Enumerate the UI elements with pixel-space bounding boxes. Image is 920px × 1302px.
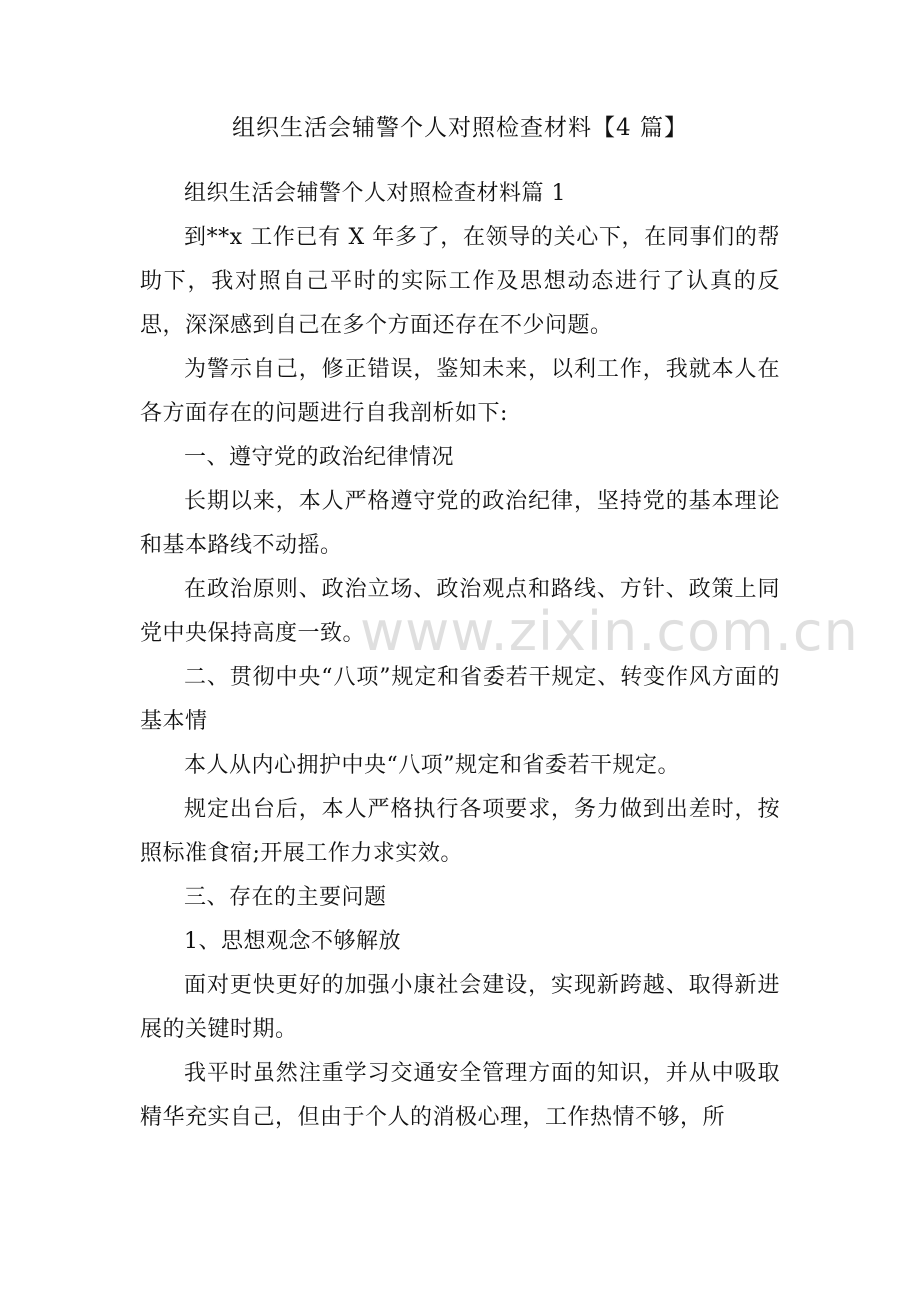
section-heading: 组织生活会辅警个人对照检查材料篇 1 [184,181,566,206]
section-heading: 二、贯彻中央“八项”规定和省委若干规定、转变作风方面的基本情 [140,665,780,734]
paragraph: 为警示自己，修正错误，鉴知未来，以利工作，我就本人在各方面存在的问题进行自我剖析如下: [140,357,780,426]
paragraph: 面对更快更好的加强小康社会建设，实现新跨越、取得新进展的关键时期。 [140,973,780,1042]
document-body [140,172,780,1140]
paragraph: 长期以来，本人严格遵守党的政治纪律，坚持党的基本理论和基本路线不动摇。 [140,489,780,558]
subsection-heading: 1、思想观念不够解放 [184,929,401,954]
paragraph: 规定出台后，本人严格执行各项要求，务力做到出差时，按照标准食宿;开展工作力求实效。 [140,797,780,866]
section-heading: 三、存在的主要问题 [184,885,387,910]
paragraph: 我平时虽然注重学习交通安全管理方面的知识，并从中吸取精华充实自己，但由于个人的消极心理，工作热情不够，所 [140,1061,780,1130]
paragraph: 到**x 工作已有 X 年多了，在领导的关心下，在同事们的帮助下，我对照自己平时的实际工作及思想动态进行了认真的反思，深深感到自己在多个方面还存在不少问题。 [140,225,780,338]
watermark-text: www.zixin.com.cn [360,600,859,663]
section-heading: 一、遵守党的政治纪律情况 [184,445,455,470]
paragraph: 本人从内心拥护中央“八项”规定和省委若干规定。 [184,753,680,778]
paragraph: 在政治原则、政治立场、政治观点和路线、方针、政策上同党中央保持高度一致。 [140,577,780,646]
document-title: 组织生活会辅警个人对照检查材料【4 篇】 [232,115,688,141]
